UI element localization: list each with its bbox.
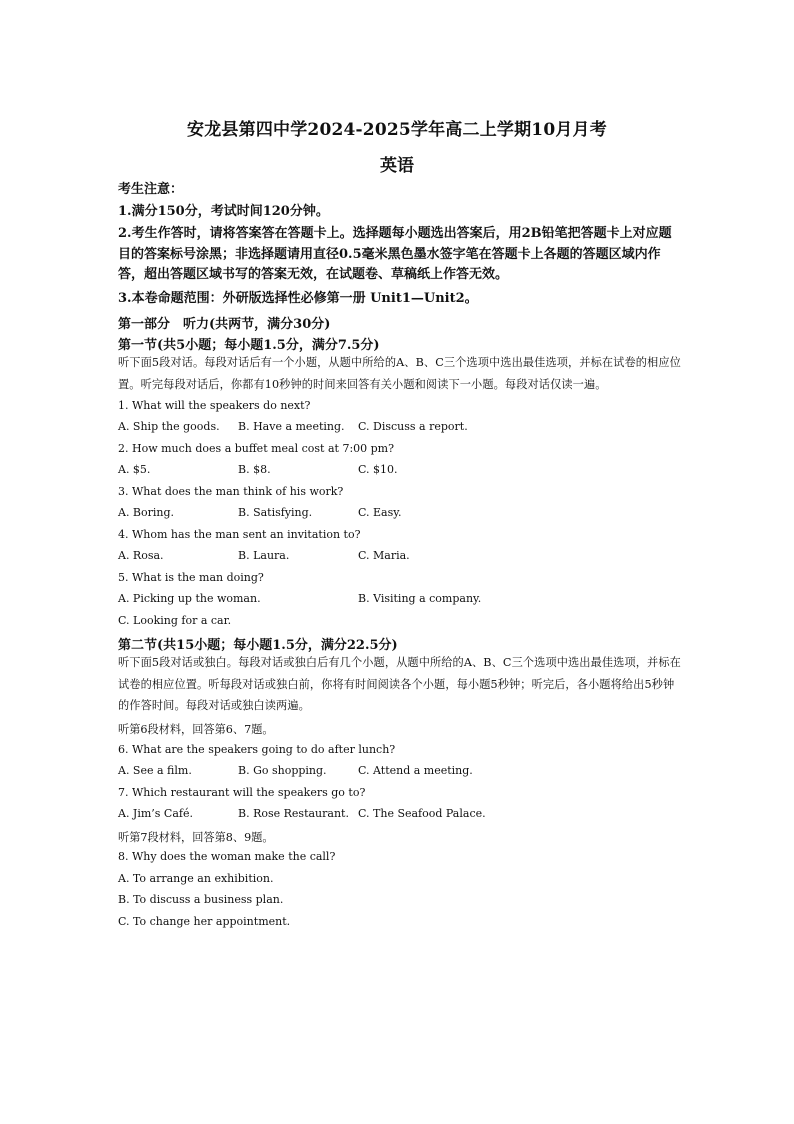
question-4-option-a: A. Rosa. [118, 549, 164, 562]
question-6-option-c: C. Attend a meeting. [358, 764, 473, 777]
question-8-option-b: B. To discuss a business plan. [118, 893, 284, 906]
material-6-note: 听第6段材料，回答第6、7题。 [118, 723, 274, 736]
question-2-stem: 2. How much does a buffet meal cost at 7:00 pm? [118, 442, 395, 455]
question-2-option-b: B. $8. [238, 463, 271, 476]
section2-instructions: 听下面5段对话或独白。每段对话或独白后有几个小题，从题中所给的A、B、C三个选项中选出最佳选项，并标在试卷的相应位置。听每段对话或独白前，你将有时间阅读各个小题，每小题5秒钟；听完后，各小题将给出5秒钟的作答时间。每段对话或独白读两遍。 [118, 656, 681, 712]
notice-heading: 考生注意： [118, 182, 184, 197]
question-1-option-b: B. Have a meeting. [238, 420, 345, 433]
question-7-stem: 7. Which restaurant will the speakers go to? [118, 786, 366, 799]
exam-title: 安龙县第四中学2024-2025学年高二上学期10月月考 [187, 120, 607, 140]
question-3-stem: 3. What does the man think of his work? [118, 485, 344, 498]
question-7-option-a: A. Jim’s Café. [118, 807, 193, 820]
notice-item-2: 2.考生作答时，请将答案答在答题卡上。选择题每小题选出答案后，用2B铅笔把答题卡上对应题目的答案标号涂黑；非选择题请用直径0.5毫米黑色墨水签字笔在答题卡上各题的答题区域内作答，超出答题区域书写的答案无效，在试题卷、草稿纸上作答无效。 [118, 226, 672, 282]
question-6-stem: 6. What are the speakers going to do after lunch? [118, 743, 396, 756]
question-6-option-b: B. Go shopping. [238, 764, 327, 777]
section2-heading: 第二节(共15小题；每小题1.5分，满分22.5分) [118, 638, 398, 653]
question-3-option-a: A. Boring. [118, 506, 175, 519]
notice-item-3: 3.本卷命题范围：外研版选择性必修第一册 Unit1—Unit2。 [118, 291, 478, 306]
part1-heading: 第一部分 听力(共两节，满分30分) [118, 317, 331, 332]
question-4-stem: 4. Whom has the man sent an invitation to? [118, 528, 361, 541]
material-7-note: 听第7段材料，回答第8、9题。 [118, 831, 274, 844]
question-8-option-a: A. To arrange an exhibition. [118, 872, 274, 885]
question-1-stem: 1. What will the speakers do next? [118, 399, 311, 412]
question-8-option-c: C. To change her appointment. [118, 915, 291, 928]
question-6-option-a: A. See a film. [118, 764, 192, 777]
question-3-option-b: B. Satisfying. [238, 506, 313, 519]
question-2-option-a: A. $5. [118, 463, 151, 476]
question-5-stem: 5. What is the man doing? [118, 571, 264, 584]
question-5-option-a: A. Picking up the woman. [118, 592, 261, 605]
notice-item-1: 1.满分150分，考试时间120分钟。 [118, 204, 329, 219]
subject-title: 英语 [380, 156, 414, 176]
question-1-option-a: A. Ship the goods. [118, 420, 220, 433]
question-4-option-c: C. Maria. [358, 549, 410, 562]
question-5-option-b: B. Visiting a company. [358, 592, 482, 605]
section1-heading: 第一节(共5小题；每小题1.5分，满分7.5分) [118, 338, 380, 353]
section1-instructions: 听下面5段对话。每段对话后有一个小题，从题中所给的A、B、C三个选项中选出最佳选项，并标在试卷的相应位置。听完每段对话后，你都有10秒钟的时间来回答有关小题和阅读下一小题。每段对话仅读一遍。 [118, 356, 681, 391]
question-8-stem: 8. Why does the woman make the call? [118, 850, 336, 863]
question-7-option-b: B. Rose Restaurant. [238, 807, 349, 820]
question-7-option-c: C. The Seafood Palace. [358, 807, 486, 820]
question-3-option-c: C. Easy. [358, 506, 402, 519]
question-1-option-c: C. Discuss a report. [358, 420, 468, 433]
question-5-option-c: C. Looking for a car. [118, 614, 232, 627]
question-2-option-c: C. $10. [358, 463, 398, 476]
question-4-option-b: B. Laura. [238, 549, 290, 562]
